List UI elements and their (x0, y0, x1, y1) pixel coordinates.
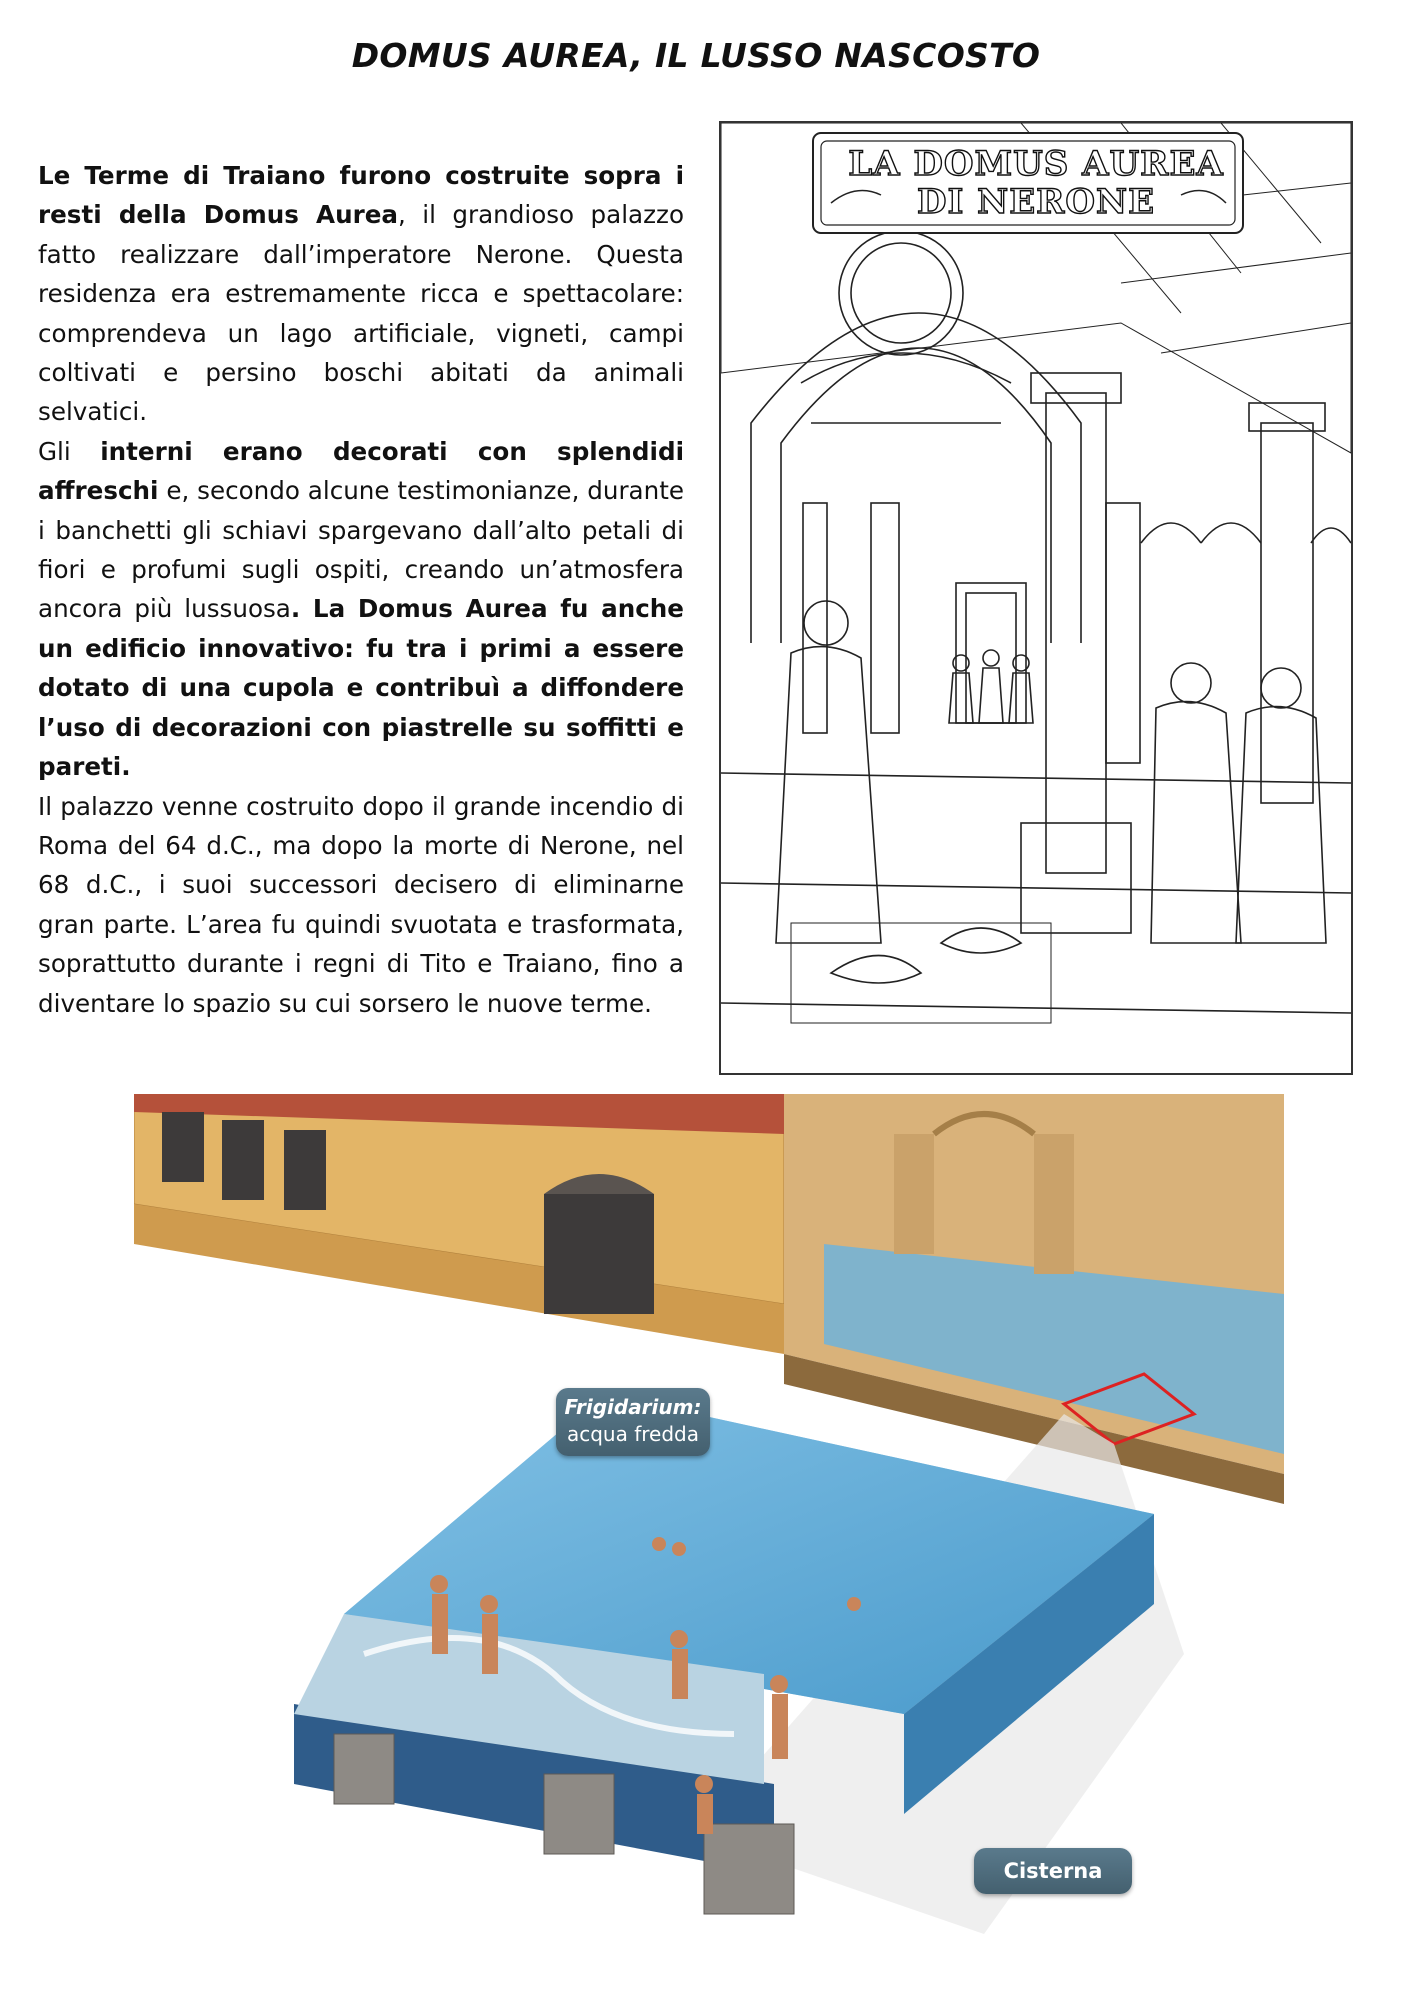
frigidarium-cutaway-illustration (134, 1094, 1284, 1954)
text-span: e, secondo alcune testimonianze, durante i banchetti gli schiavi spargevano dall’alto petali di fiori e profumi sugli ospiti, creando un’atmosfera ancora più lussuosa (38, 476, 684, 624)
frigidarium-sublabel: acqua fredda (566, 1422, 699, 1446)
article-body (38, 156, 684, 1023)
paragraph-1 (38, 156, 684, 432)
paragraph-3: Il palazzo venne costruito dopo il grande incendio di Roma del 64 d.C., ma dopo la morte di Nerone, nel 68 d.C., i suoi successori decisero di eliminarne gran parte. L’area fu quindi svuotata e trasformata, soprattutto durante i regni di Tito e Traiano, fino a diventare lo spazio su cui sorsero le nuove terme. (38, 791, 684, 1018)
frigidarium-label: Frigidarium: (564, 1395, 702, 1419)
text-span: , il grandioso palazzo fatto realizzare dall’imperatore Nerone. Questa residenza era estremamente ricca e spettacolare: comprendeva un lago artificiale, vigneti, campi coltivati e persino boschi abitati da animali selvatici. (38, 200, 684, 427)
bold-span: . La Domus Aurea fu anche un edificio innovativo: fu tra i primi a essere dotato di una cupola e contribuì a diffondere l’uso di decorazioni con piastrelle su soffitti e pareti. (38, 594, 684, 782)
cisterna-callout: Cisterna (974, 1848, 1132, 1894)
domus-aurea-illustration (719, 121, 1353, 1075)
paragraph-2 (38, 432, 684, 787)
frigidarium-callout (556, 1388, 710, 1456)
bold-lead: Le Terme di Traiano furono costruite sopra i resti della Domus Aurea (38, 161, 684, 230)
page-title: DOMUS AUREA, IL LUSSO NASCOSTO (351, 36, 1041, 75)
line-drawing (721, 123, 1351, 1073)
text-span: Gli (38, 436, 101, 466)
cartouche-line-2: DI NERONE (916, 182, 1156, 222)
bold-span: interni erano decorati con splendidi affreschi (38, 436, 684, 506)
cartouche-line-1: LA DOMUS AUREA (848, 144, 1224, 184)
